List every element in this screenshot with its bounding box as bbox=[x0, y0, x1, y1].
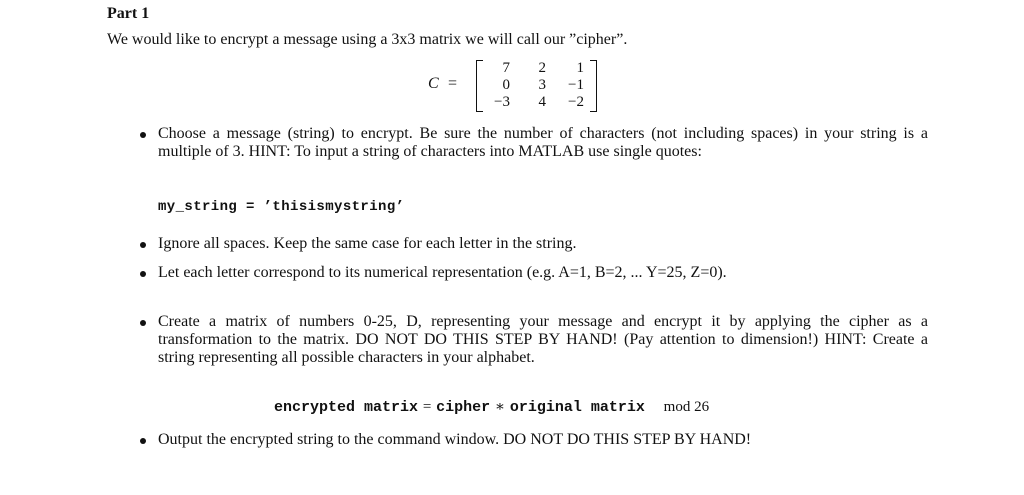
bullet-text: Output the encrypted string to the command window. DO NOT DO THIS STEP BY HAND! bbox=[158, 431, 752, 448]
matrix-cell: −3 bbox=[494, 94, 510, 110]
intro-text: We would like to encrypt a message using a 3x3 matrix we will call our ”cipher”. bbox=[107, 31, 628, 48]
encryption-formula bbox=[274, 397, 709, 416]
equals-sign: = bbox=[448, 75, 458, 92]
matrix-cell: 2 bbox=[538, 60, 546, 76]
matrix-cell: −2 bbox=[568, 94, 584, 110]
code-example: my_string = ’thisismystring’ bbox=[158, 199, 405, 215]
formula-original: original matrix bbox=[509, 399, 645, 416]
cipher-matrix-equation bbox=[428, 58, 608, 113]
bullet-text: Choose a message (string) to encrypt. Be sure the number of characters (not including spaces) in your string is a multiple of 3. HINT: To input a string of characters into MATLAB use single quotes: bbox=[158, 125, 928, 160]
bullet-text: Let each letter correspond to its numerical representation (e.g. A=1, B=2, ... Y=25, Z=0). bbox=[158, 264, 727, 281]
matrix-cell: 0 bbox=[502, 77, 510, 93]
formula-lhs: encrypted matrix bbox=[274, 399, 419, 416]
matrix-cell: 4 bbox=[538, 94, 546, 110]
formula-mod: mod 26 bbox=[663, 399, 710, 415]
bullet-text: Create a matrix of numbers 0-25, D, representing your message and encrypt it by applying the cipher as a transformation to the matrix. DO NOT DO THIS STEP BY HAND! (Pay attention to dimension!) HINT: Create a string representing all possible characters in your alphabet. bbox=[158, 313, 928, 366]
matrix-cell: 3 bbox=[538, 77, 546, 93]
section-heading: Part 1 bbox=[107, 5, 150, 22]
formula-operator: ∗ bbox=[494, 399, 506, 415]
formula-equals: = bbox=[422, 399, 432, 415]
left-bracket bbox=[476, 60, 483, 112]
bullet-text: Ignore all spaces. Keep the same case for each letter in the string. bbox=[158, 235, 577, 252]
matrix-cell: −1 bbox=[568, 77, 584, 93]
matrix-cell: 1 bbox=[576, 60, 584, 76]
matrix-cell: 7 bbox=[502, 60, 510, 76]
right-bracket bbox=[590, 60, 597, 112]
formula-cipher: cipher bbox=[436, 399, 491, 416]
matrix-symbol: C bbox=[428, 75, 439, 92]
